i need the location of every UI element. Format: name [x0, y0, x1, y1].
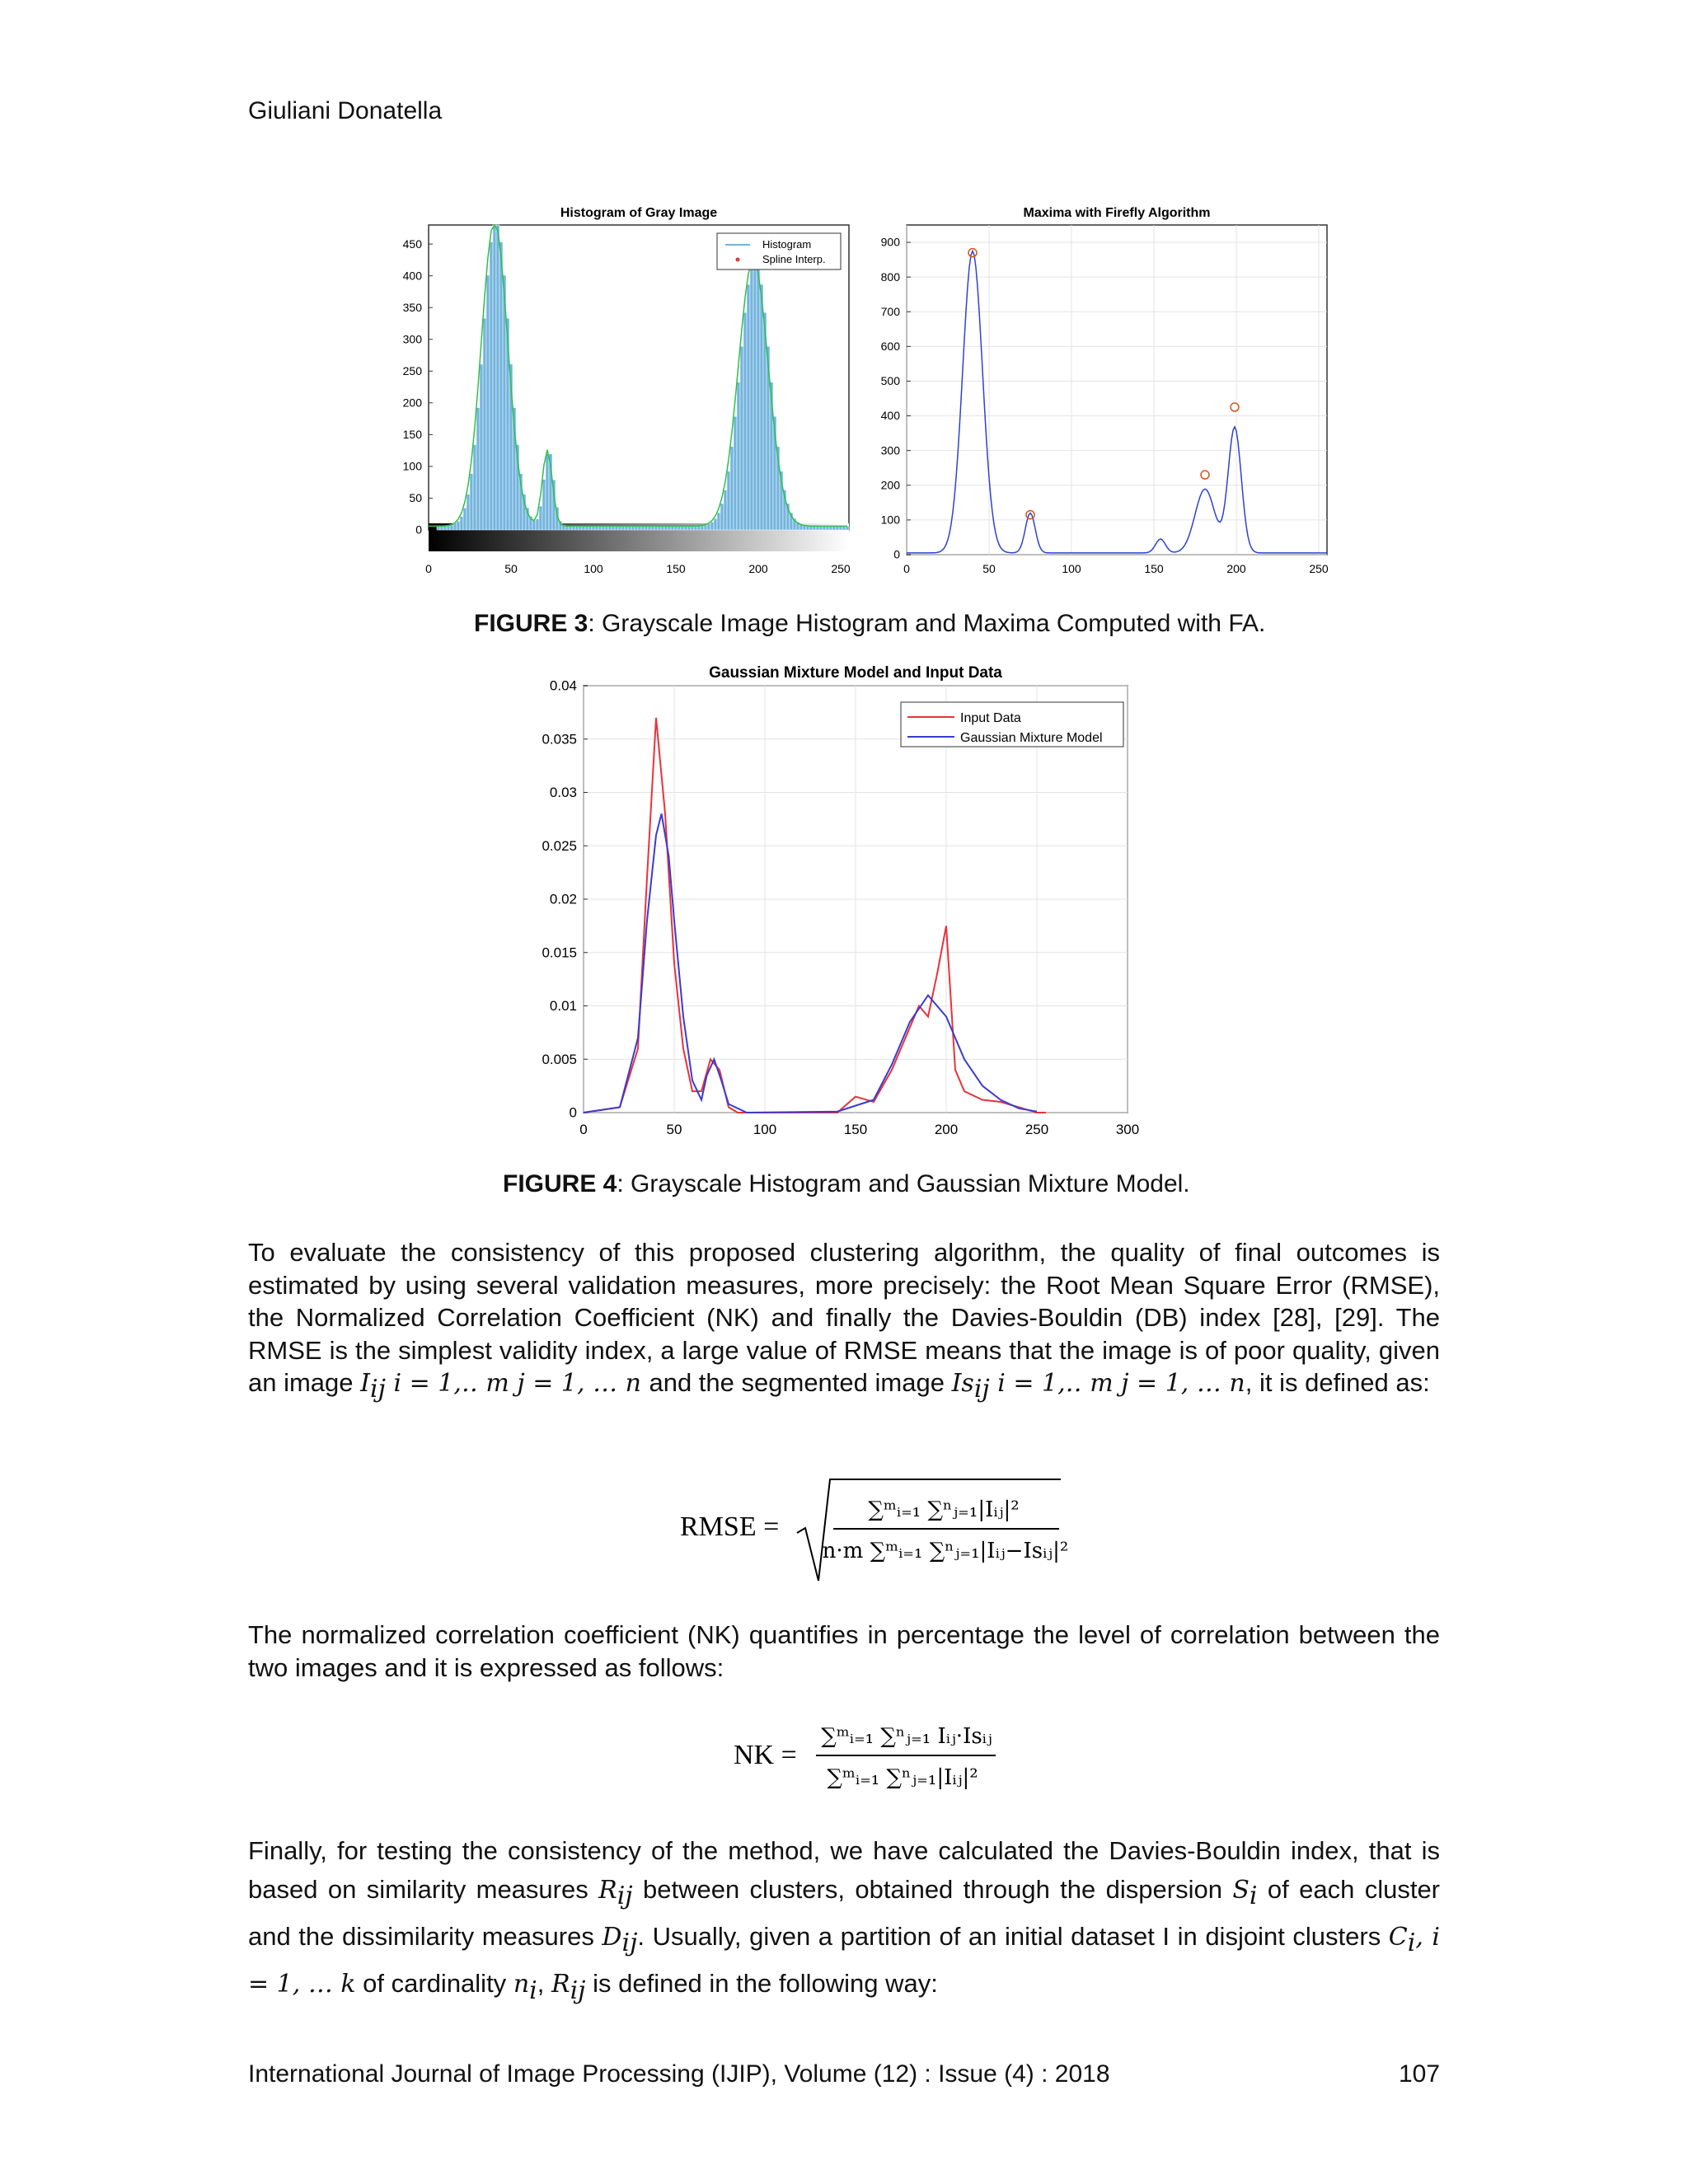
histogram-bar [542, 480, 546, 530]
y-tick-label: 200 [880, 478, 900, 492]
equation-rmse-graphic [680, 1475, 1076, 1582]
legend-label-spline: Spline Interp. [762, 253, 826, 265]
x-tick-label: 150 [1144, 562, 1164, 575]
y-tick-label: 0.03 [549, 785, 577, 801]
histogram-chart [387, 202, 865, 581]
figure4-gmm [519, 651, 1162, 1146]
figure3-caption [474, 610, 1265, 638]
x-tick-label: 50 [504, 562, 518, 575]
histogram-bar [483, 318, 486, 530]
chart-title: Histogram of Gray Image [560, 206, 718, 220]
chart-title: Gaussian Mixture Model and Input Data [709, 664, 1002, 682]
y-tick-label: 300 [402, 332, 422, 346]
x-tick-label: 50 [666, 1122, 682, 1137]
running-header: Giuliani Donatella [248, 97, 443, 124]
histogram-bar [743, 312, 747, 530]
equation-rmse [680, 1475, 1076, 1590]
figure3-maxima [865, 202, 1343, 581]
x-tick-label: 0 [425, 562, 432, 575]
figure4-caption-label: FIGURE 4 [503, 1170, 617, 1197]
x-tick-label: 200 [934, 1122, 959, 1137]
y-tick-label: 0.015 [542, 944, 577, 961]
histogram-bar [714, 518, 717, 530]
histogram-bar [720, 504, 724, 530]
y-tick-label: 400 [880, 409, 900, 423]
histogram-bar [697, 526, 701, 530]
y-tick-label: 0.005 [542, 1051, 577, 1067]
y-tick-label: 100 [402, 459, 422, 473]
histogram-bar [470, 474, 473, 530]
histogram-bar [740, 346, 743, 530]
histogram-bar [457, 521, 460, 530]
x-tick-label: 250 [831, 562, 851, 575]
y-tick-label: 400 [402, 269, 422, 283]
y-tick-label: 600 [880, 340, 900, 354]
eq-rmse-lhs: RMSE = [680, 1511, 780, 1542]
y-tick-label: 0 [893, 547, 900, 561]
figure3-histogram [387, 202, 865, 581]
legend-swatch-spline [736, 258, 740, 262]
paragraph-rmse: To evaluate the consistency of this proposed clustering algorithm, the quality of final outcomes is estimated by using several validation measures, more precisely: the Root Mean Square Error (RMSE), the Normalized Correlation Coefficient (NK) and finally the Davies-Bouldin (DB) index [28], [29]. The RMSE is the simplest validity index, a large value of RMSE means that the image is of poor quality, given an image $I_{ij}$ i = 1,‥ m j = 1, … n and the segmented image $Is_{ij}$ i = 1,‥ m j = 1, … n, it is defined as: [248, 1238, 1440, 1404]
histogram-bar [750, 266, 753, 530]
histogram-bar [747, 284, 750, 530]
y-tick-label: 0.01 [549, 998, 577, 1015]
eq-nk-denominator: ∑ᵐᵢ₌₁ ∑ⁿⱼ₌₁|Iᵢⱼ|² [827, 1765, 978, 1790]
x-tick-label: 100 [1062, 562, 1081, 575]
histogram-bar [476, 408, 480, 530]
y-tick-label: 0.025 [542, 837, 577, 854]
histogram-bar [707, 524, 710, 530]
legend-label: Input Data [960, 711, 1021, 725]
x-tick-label: 250 [1309, 562, 1329, 575]
histogram-bar [536, 518, 539, 530]
figure3-caption-label: FIGURE 3 [474, 610, 588, 637]
histogram-bar [730, 447, 734, 530]
y-tick-label: 100 [880, 513, 900, 527]
histogram-bar [737, 382, 740, 530]
x-tick-label: 200 [1226, 562, 1246, 575]
x-tick-label: 300 [1115, 1122, 1140, 1137]
histogram-bar [493, 225, 496, 530]
x-tick-label: 150 [843, 1122, 868, 1137]
eq-nk-numerator: ∑ᵐᵢ₌₁ ∑ⁿⱼ₌₁ Iᵢⱼ·Isᵢⱼ [821, 1724, 992, 1749]
paragraph-db: Finally, for testing the consistency of the method, we have calculated the Davies-Bouldin index, that is based on similarity measures $R_{ij}$ between clusters, obtained through the dispersion $S_i$ of each cluster and the dissimilarity measures $D_{ij}$. Usually, given a partition of an initial dataset I in disjoint clusters $C_i$, i = 1, … k of cardinality $n_i$, $R_{ij}$ is defined in the following way: [248, 1836, 1441, 2005]
x-tick-label: 0 [579, 1122, 588, 1137]
histogram-bar [447, 526, 450, 530]
equation-nk [734, 1718, 1014, 1808]
y-tick-label: 0 [569, 1104, 577, 1121]
y-tick-label: 500 [880, 374, 900, 388]
x-tick-label: 0 [903, 562, 910, 575]
histogram-bar [532, 520, 536, 530]
x-tick-label: 100 [584, 562, 603, 575]
plot-frame [907, 225, 1327, 555]
histogram-bar [460, 517, 463, 530]
histogram-bar [727, 471, 730, 530]
y-tick-label: 250 [402, 363, 422, 377]
legend-label-histogram: Histogram [762, 238, 812, 251]
histogram-bar [463, 508, 467, 530]
histogram-bar [499, 241, 503, 530]
histogram-bar [701, 526, 704, 530]
x-tick-label: 100 [753, 1122, 777, 1137]
x-tick-label: 150 [666, 562, 686, 575]
y-tick-label: 200 [402, 396, 422, 410]
histogram-bar [760, 284, 763, 530]
figure4-caption [503, 1170, 1190, 1198]
x-tick-label: 200 [748, 562, 768, 575]
y-tick-label: 700 [880, 304, 900, 318]
histogram-bar [496, 225, 499, 530]
y-tick-label: 800 [880, 269, 900, 284]
histogram-bar [717, 513, 720, 530]
histogram-bar [486, 275, 490, 530]
equation-nk-graphic [734, 1718, 1014, 1801]
histogram-bar [734, 416, 737, 530]
figure3-caption-text: : Grayscale Image Histogram and Maxima Computed with FA. [588, 610, 1266, 637]
histogram-bar [473, 445, 476, 530]
y-tick-label: 50 [409, 491, 422, 505]
y-tick-label: 0.02 [549, 891, 577, 907]
histogram-bar [480, 364, 483, 530]
footer-journal: International Journal of Image Processing (IJIP), Volume (12) : Issue (4) : 2018 [248, 2060, 1110, 2088]
x-tick-label: 250 [1025, 1122, 1049, 1137]
y-tick-label: 0.04 [549, 677, 577, 694]
histogram-bar [467, 494, 470, 530]
histogram-bar [546, 454, 549, 530]
histogram-bar [539, 506, 542, 530]
y-tick-label: 0.035 [542, 731, 577, 748]
histogram-bar [453, 524, 457, 530]
chart-title: Maxima with Firefly Algorithm [1023, 206, 1211, 220]
paragraph-nk: The normalized correlation coefficient (NK) quantifies in percentage the level of correlation between the two images and it is expressed as follows: [248, 1620, 1440, 1682]
footer-page-number: 107 [1399, 2060, 1441, 2088]
eq-nk-lhs: NK = [734, 1740, 797, 1770]
histogram-bar [710, 522, 714, 530]
x-tick-label: 50 [982, 562, 996, 575]
y-tick-label: 450 [402, 237, 422, 251]
histogram-bar [704, 525, 707, 530]
eq-rmse-numerator: ∑ᵐᵢ₌₁ ∑ⁿⱼ₌₁|Iᵢⱼ|² [868, 1497, 1020, 1522]
histogram-bar [443, 526, 447, 530]
figure4-caption-text: : Grayscale Histogram and Gaussian Mixture Model. [617, 1170, 1190, 1197]
legend-label: Gaussian Mixture Model [960, 731, 1103, 745]
histogram-bar [724, 490, 727, 530]
y-tick-label: 300 [880, 443, 900, 457]
histogram-bar [757, 266, 760, 530]
y-tick-label: 150 [402, 428, 422, 442]
y-tick-label: 900 [880, 235, 900, 249]
gmm-chart [519, 651, 1162, 1146]
y-tick-label: 0 [415, 523, 422, 537]
y-tick-label: 350 [402, 300, 422, 314]
eq-rmse-denominator: n·m ∑ᵐᵢ₌₁ ∑ⁿⱼ₌₁|Iᵢⱼ−Isᵢⱼ|² [822, 1539, 1069, 1563]
histogram-bar [753, 260, 757, 530]
histogram-bar [490, 241, 493, 530]
maxima-chart [865, 202, 1343, 581]
histogram-bar [450, 525, 453, 530]
